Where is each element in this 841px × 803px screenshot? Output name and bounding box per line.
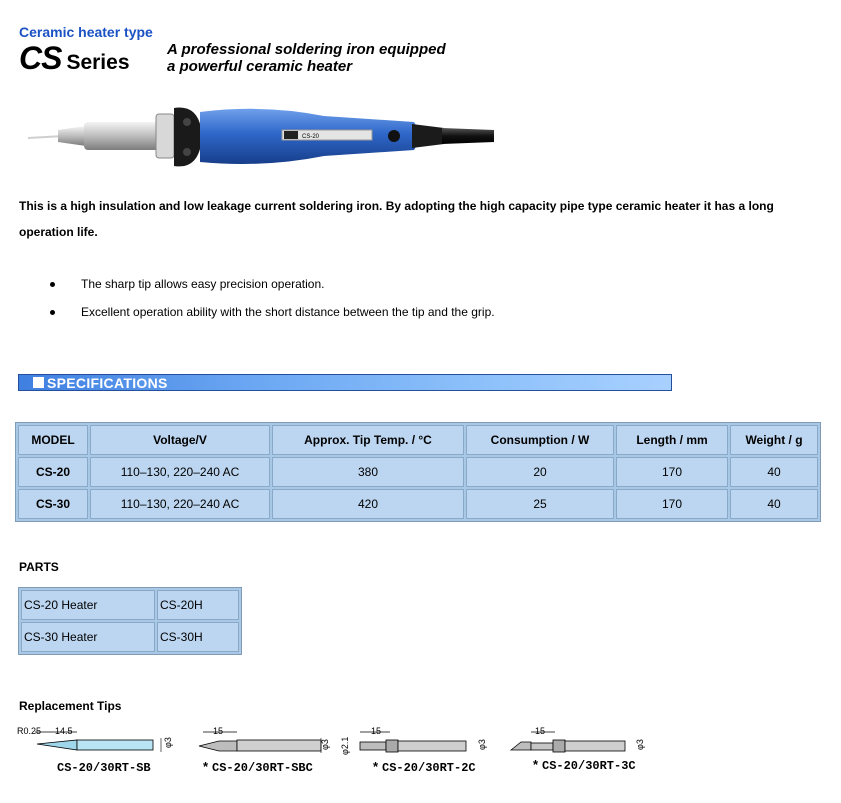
table-cell: 40	[730, 457, 818, 487]
svg-text:*: *	[203, 759, 209, 774]
svg-text:*: *	[373, 759, 379, 774]
column-header: Approx. Tip Temp. / °C	[272, 425, 464, 455]
page-subtitle: Ceramic heater type	[19, 24, 153, 40]
table-cell: CS-20	[18, 457, 88, 487]
feature-text: Excellent operation ability with the short distance between the tip and the grip.	[81, 305, 495, 319]
table-cell: 20	[466, 457, 614, 487]
svg-text:CS-20/30RT-SBC: CS-20/30RT-SBC	[212, 761, 313, 775]
column-header: Consumption / W	[466, 425, 614, 455]
square-bullet-icon	[33, 377, 44, 388]
barrel-ring	[156, 114, 174, 158]
svg-text:CS-20/30RT-SB: CS-20/30RT-SB	[57, 761, 151, 775]
svg-text:15: 15	[213, 726, 224, 736]
table-row	[18, 489, 818, 519]
svg-text:φ2.1: φ2.1	[340, 736, 350, 755]
svg-text:φ3: φ3	[163, 737, 173, 748]
tagline-line1: A professional soldering iron equipped	[167, 41, 446, 58]
replacement-tips-heading: Replacement Tips	[19, 699, 122, 713]
table-row	[21, 590, 239, 620]
series-word: Series	[66, 51, 130, 74]
series-title	[19, 42, 130, 75]
svg-text:R0.25: R0.25	[17, 726, 42, 736]
intro-paragraph: This is a high insulation and low leakage current soldering iron. By adopting the high capacity pipe type ceramic heater it has a long operation life.	[19, 199, 774, 239]
column-header: Weight / g	[730, 425, 818, 455]
column-header: Voltage/V	[90, 425, 270, 455]
table-cell: CS-30	[18, 489, 88, 519]
tip-2c-drawing	[340, 726, 487, 775]
table-cell: 25	[466, 489, 614, 519]
table-cell: 380	[272, 457, 464, 487]
soldering-iron-image	[24, 100, 494, 185]
feature-text: The sharp tip allows easy precision operation.	[81, 277, 325, 291]
feature-list	[48, 270, 495, 326]
svg-text:CS-20: CS-20	[302, 134, 320, 140]
svg-text:φ3: φ3	[635, 739, 645, 750]
specifications-table	[15, 422, 821, 522]
replacement-tips-diagram	[15, 722, 655, 782]
feature-item	[48, 298, 495, 326]
tagline	[167, 41, 446, 75]
svg-text:14.5: 14.5	[55, 726, 73, 736]
tip-sb-drawing	[17, 726, 173, 775]
svg-text:15: 15	[371, 726, 382, 736]
table-header-row	[18, 425, 818, 455]
svg-text:15: 15	[535, 726, 546, 736]
table-row	[18, 457, 818, 487]
bullet-icon	[50, 310, 55, 315]
specifications-heading: SPECIFICATIONS	[47, 374, 168, 391]
svg-text:CS-20/30RT-2C: CS-20/30RT-2C	[382, 761, 476, 775]
tagline-line2: a powerful ceramic heater	[167, 58, 353, 75]
table-cell: 170	[616, 489, 728, 519]
table-cell: 110–130, 220–240 AC	[90, 457, 270, 487]
table-cell: 420	[272, 489, 464, 519]
parts-heading: PARTS	[19, 560, 59, 574]
table-cell: 40	[730, 489, 818, 519]
column-header: Length / mm	[616, 425, 728, 455]
cord-sleeve	[412, 124, 444, 148]
series-code: CS	[19, 40, 62, 76]
parts-table	[18, 587, 242, 655]
specifications-heading-bar	[18, 374, 672, 391]
feature-item	[48, 270, 495, 298]
column-header: MODEL	[18, 425, 88, 455]
power-cord	[442, 128, 494, 144]
table-cell: CS-30H	[157, 622, 239, 652]
svg-text:*: *	[533, 757, 539, 772]
bullet-icon	[50, 282, 55, 287]
table-cell: CS-20H	[157, 590, 239, 620]
table-row	[21, 622, 239, 652]
tip-sbc-drawing	[199, 726, 330, 775]
guard-ring	[174, 108, 202, 167]
handle-button	[388, 130, 400, 142]
tip-3c-drawing	[511, 726, 645, 773]
table-cell: 170	[616, 457, 728, 487]
table-cell: CS-30 Heater	[21, 622, 155, 652]
svg-text:CS-20/30RT-3C: CS-20/30RT-3C	[542, 759, 636, 773]
svg-text:φ3: φ3	[477, 739, 487, 750]
table-cell: CS-20 Heater	[21, 590, 155, 620]
tip-holder	[58, 126, 86, 146]
svg-text:φ3: φ3	[320, 739, 330, 750]
table-cell: 110–130, 220–240 AC	[90, 489, 270, 519]
